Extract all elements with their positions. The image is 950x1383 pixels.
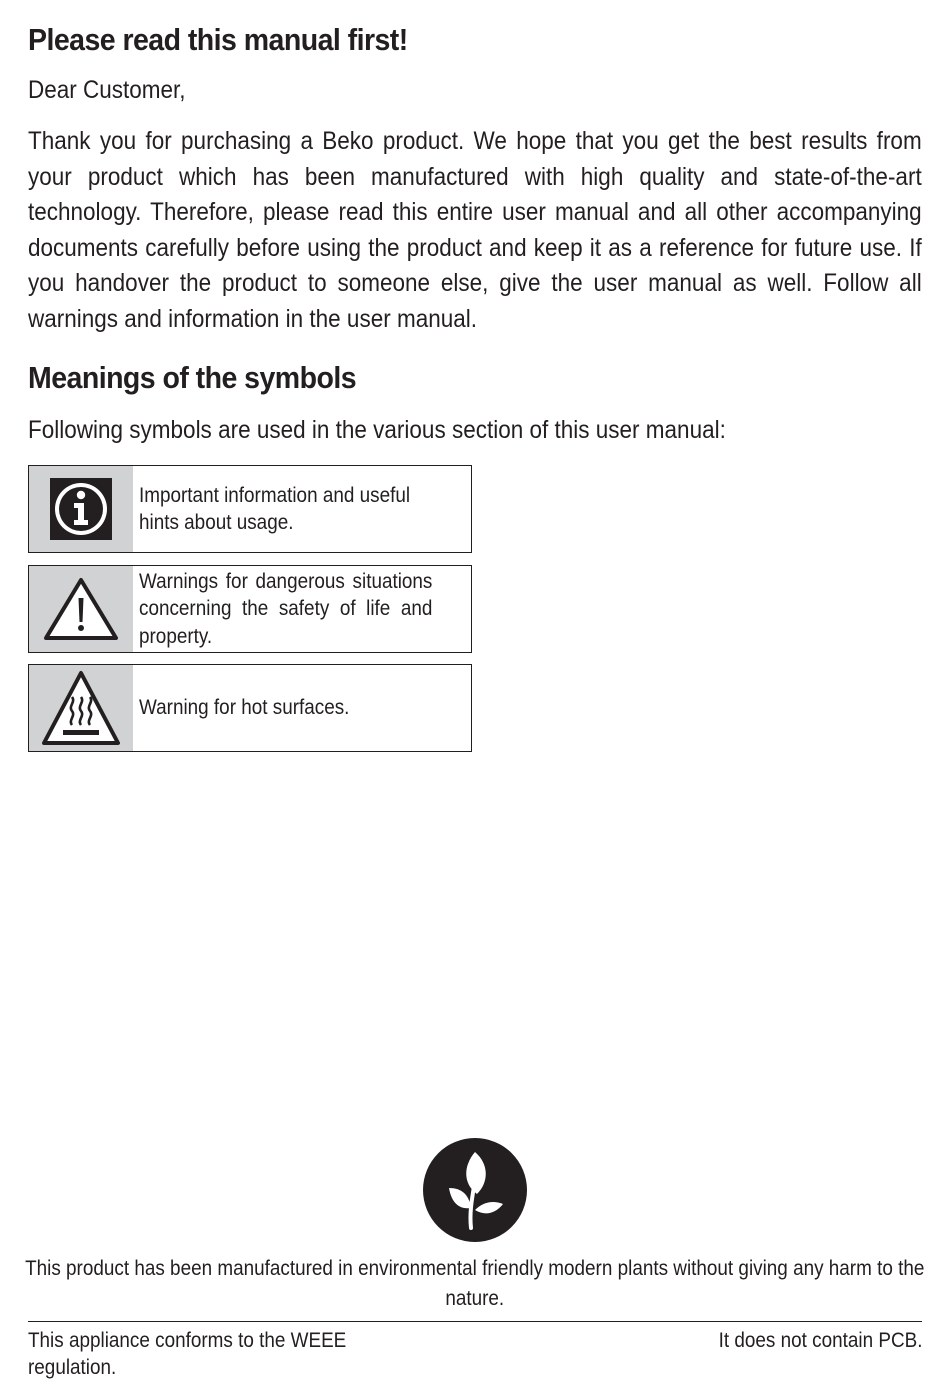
info-icon — [29, 466, 133, 552]
warning-icon — [29, 566, 133, 652]
pcb-statement: It does not contain PCB. — [718, 1329, 922, 1352]
intro-paragraph: Thank you for purchasing a Beko product. We hope that you get the best results from your product which has been manufactured with high quality and state-of-the-art technology. Therefore, please read this entire user manual and all other accompanying documents carefully before using the product and keep it as a reference for future use. If you handover the product to someone else, give the user manual as well. Follow all warnings and information in the user manual. — [28, 127, 922, 333]
page-title: Please read this manual first! — [28, 22, 408, 57]
footer-divider — [28, 1321, 922, 1322]
symbol-warning-text: Warnings for dangerous situations concerning the safety of life and property. — [139, 569, 433, 648]
eco-statement: This product has been manufactured in environmental friendly modern plants without giving any harm to the nature. — [25, 1257, 925, 1310]
symbol-row-warning — [28, 565, 472, 653]
leaf-icon — [423, 1138, 527, 1242]
hot-surface-icon — [29, 665, 133, 751]
weee-statement: This appliance conforms to the WEEE regulation. — [28, 1329, 347, 1379]
greeting: Dear Customer, — [28, 76, 186, 104]
symbol-row-hot — [28, 664, 472, 752]
symbols-intro: Following symbols are used in the various section of this user manual: — [28, 416, 726, 444]
symbols-heading: Meanings of the symbols — [28, 360, 357, 395]
symbol-info-text: Important information and useful hints about usage. — [139, 483, 411, 534]
symbol-hot-text: Warning for hot surfaces. — [139, 696, 350, 720]
symbol-row-info — [28, 465, 472, 553]
